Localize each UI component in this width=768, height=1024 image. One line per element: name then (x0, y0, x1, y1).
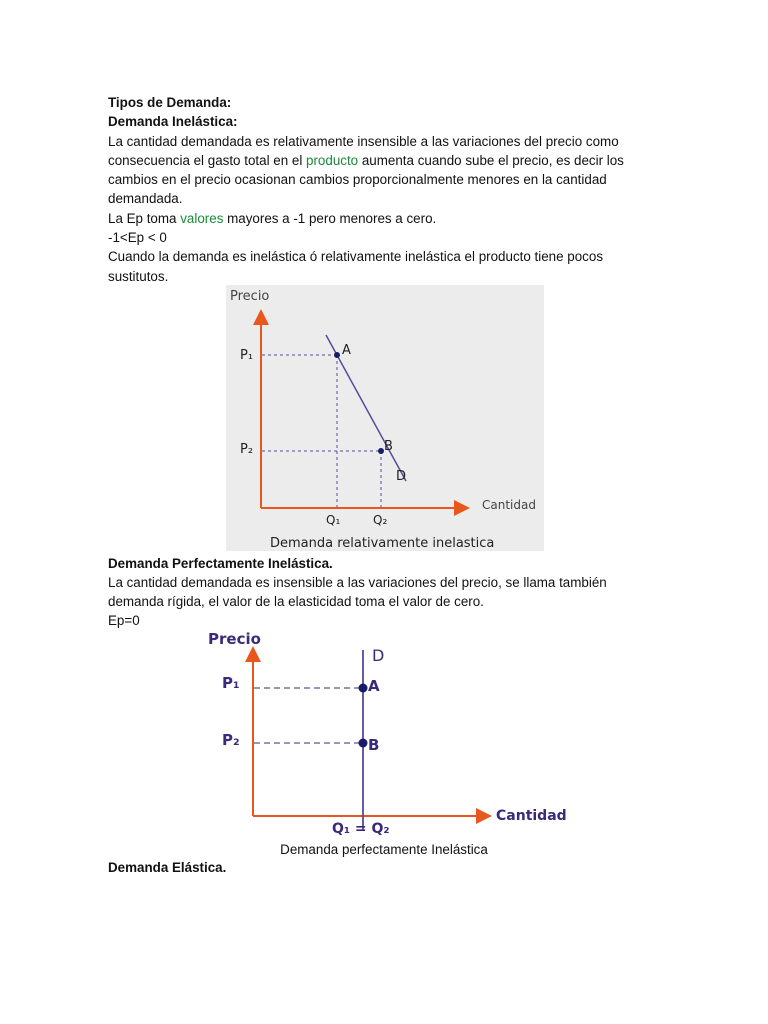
q-equal-label: Q₁ = Q₂ (332, 821, 390, 837)
p2-label: P₂ (222, 731, 240, 749)
y-axis-label: Precio (230, 289, 270, 304)
figure2-caption: Demanda perfectamente Inelástica (280, 842, 488, 857)
inelastic-text-line: demandada. (108, 191, 183, 206)
ep-values-line (108, 209, 436, 228)
y-axis-label: Precio (208, 630, 261, 648)
section-title: Tipos de Demanda: (108, 95, 232, 110)
curve-d-label: D (372, 646, 385, 665)
producto-link[interactable]: producto (306, 153, 359, 168)
figure1-diagram (226, 285, 544, 551)
figure1-caption: Demanda relativamente inelastica (270, 536, 495, 551)
point-a-label: A (368, 677, 380, 695)
inelastic-heading: Demanda Inelástica: (108, 114, 238, 129)
inelastic-text-line: La cantidad demandada es relativamente insensible a las variaciones del precio como (108, 134, 619, 149)
perfect-formula: Ep=0 (108, 613, 140, 628)
inelastic-text-line: sustitutos. (108, 269, 169, 284)
elastic-heading: Demanda Elástica. (108, 860, 227, 875)
inelastic-text-line: Cuando la demanda es inelástica ó relativamente inelástica el producto tiene pocos (108, 249, 604, 264)
perfect-text-line: La cantidad demandada es insensible a las variaciones del precio, se llama también (108, 575, 607, 590)
inelastic-text-line (108, 151, 624, 170)
relatively-inelastic-demand-figure (226, 285, 544, 551)
perfectly-inelastic-demand-figure (200, 626, 580, 840)
perfect-text-line: demanda rígida, el valor de la elasticidad toma el valor de cero. (108, 594, 484, 609)
perfect-heading: Demanda Perfectamente Inelástica. (108, 556, 333, 571)
p2-label: P₂ (240, 442, 254, 457)
inelastic-text-line: cambios en el precio ocasionan cambios proporcionalmente menores en la cantidad (108, 172, 607, 187)
curve-d-label: D (396, 469, 407, 484)
p1-label: P₁ (222, 674, 240, 692)
valores-link[interactable]: valores (180, 211, 224, 226)
q1-label: Q₁ (326, 513, 341, 527)
text-segment: mayores a -1 pero menores a cero. (223, 211, 437, 226)
q2-label: Q₂ (373, 513, 388, 527)
figure2-diagram (200, 626, 580, 840)
text-segment: aumenta cuando sube el precio, es decir los (358, 153, 624, 168)
p1-label: P₁ (240, 348, 254, 363)
text-segment: consecuencia el gasto total en el (108, 153, 307, 168)
point-b (359, 739, 368, 748)
point-b-label: B (384, 439, 393, 454)
x-axis-label: Cantidad (496, 808, 567, 824)
inelastic-formula: -1<Ep < 0 (108, 230, 167, 245)
point-b-label: B (368, 736, 380, 754)
text-segment: La Ep toma (108, 211, 181, 226)
point-a-label: A (342, 343, 351, 358)
x-axis-label: Cantidad (482, 498, 536, 512)
point-a (334, 352, 340, 358)
point-a (359, 684, 368, 693)
